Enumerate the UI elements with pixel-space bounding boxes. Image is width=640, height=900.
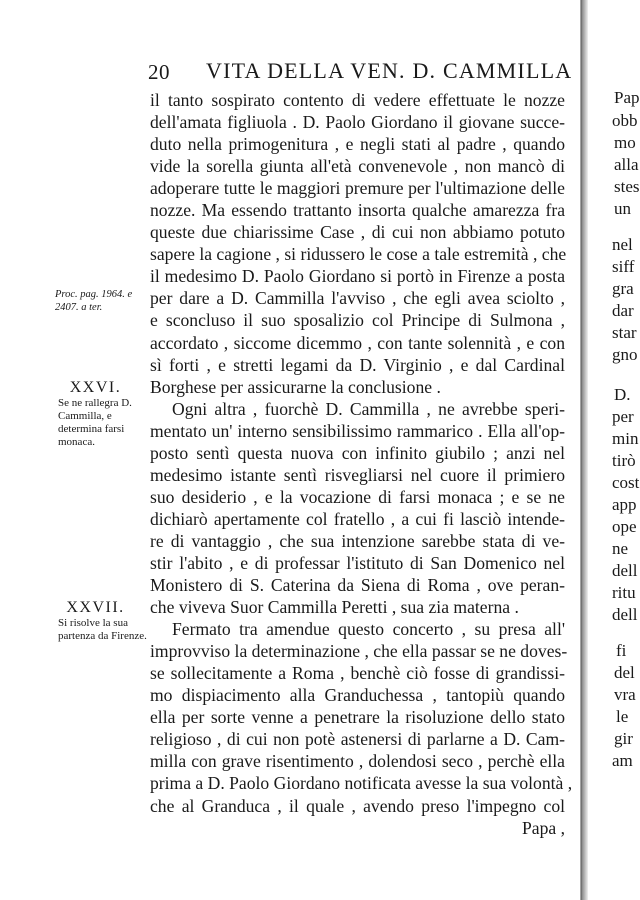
facing-page-fragment: per: [612, 407, 634, 426]
text-line: sapere la cagione , si ridussero le cose a tale estremità , che: [150, 244, 567, 265]
facing-page-fragment: gno: [612, 345, 638, 364]
catchword: Papa ,: [522, 817, 565, 838]
facing-page-fragment: dar: [612, 301, 634, 320]
facing-page-fragment: D.: [614, 385, 631, 404]
text-line: queste due chiarissime Case , di cui non abbiamo potuto: [150, 222, 565, 243]
facing-page-fragment: vra: [614, 685, 636, 704]
facing-page-fragment: del: [614, 663, 635, 682]
text-line: dichiarò apertamente col fratello , a cui fi lasciò intende-: [150, 508, 565, 529]
running-head: [148, 58, 573, 88]
text-line: accordato , siccome dicemmo , con tante solennità , e con: [150, 332, 565, 353]
text-line: ella per sorte venne a penetrare la risoluzione dello stato: [150, 707, 565, 728]
text-line: mo dispiacimento alla Granduchessa , tantopiù quando: [150, 685, 565, 706]
facing-page-fragment: alla: [614, 155, 639, 174]
facing-page-fragment: mo: [614, 133, 636, 152]
text-line: il tanto sospirato contento di vedere effettuate le nozze: [150, 90, 565, 110]
text-line: sì forti , e stretti legami da D. Virginio , e dal Cardinal: [150, 354, 565, 375]
facing-page-fragment: siff: [612, 257, 635, 276]
marginal-note-text: Se ne rallegra D. Cammilla, e determina farsi monaca.: [58, 397, 132, 448]
facing-page-fragment: app: [612, 495, 637, 514]
text-line: e sconcluso il suo sposalizio col Principe di Sulmona ,: [150, 310, 565, 331]
facing-page-fragment: dell: [612, 605, 638, 624]
text-line: adoperare tutte le maggiori premure per l'ultimazione delle: [150, 178, 565, 199]
facing-page-fragment: ope: [612, 517, 637, 536]
facing-page-fragment: gir: [614, 729, 633, 748]
text-line: che viveva Suor Cammilla Peretti , sua zia materna .: [150, 597, 519, 618]
text-line: improvviso la determinazione , che ella passar se ne doves-: [150, 641, 568, 662]
main-text-block: [150, 89, 573, 839]
text-line: religioso , di cui non potè astenersi di parlarne a D. Cam-: [150, 729, 565, 750]
marginal-note-numeral: XXVII.: [66, 599, 125, 616]
facing-page-fragment: tirò: [612, 451, 636, 470]
text-line: suo desiderio , e la vocazione di farsi monaca ; e se ne: [150, 486, 565, 507]
paragraph-start-line: Ogni altra , fuorchè D. Cammilla , ne avrebbe speri-: [172, 398, 565, 419]
text-line: se sollecitamente a Roma , benchè ciò fosse di grandissi-: [150, 663, 565, 684]
facing-page-fragment: cost: [612, 473, 640, 492]
paragraph-start-line: Fermato tra amendue questo concerto , su presa all': [172, 619, 565, 640]
facing-page-fragment: gra: [612, 279, 634, 298]
facing-page-fragment: star: [612, 323, 637, 342]
facing-page-fragment: un: [614, 199, 631, 218]
facing-page-fragment: am: [612, 751, 633, 770]
marginal-note: [52, 598, 147, 643]
text-line: che al Granduca , il quale , avendo preso l'impegno col: [150, 795, 565, 816]
facing-page-fragment: obb: [612, 111, 638, 130]
marginal-note-numeral: XXVI.: [69, 379, 122, 396]
text-line: Monistero di S. Caterina da Siena di Roma , ove peran-: [150, 575, 565, 596]
facing-page-fragment: min: [612, 429, 639, 448]
facing-page-fragment: ritu: [612, 583, 636, 602]
text-line: mentato un' interno sensibilissimo rammarico . Ella all'op-: [150, 420, 565, 441]
facing-page-fragment: fi: [616, 641, 627, 660]
text-line: posto sentì questa nuova con infinito giubilo ; anzi nel: [150, 442, 565, 463]
text-line: milla con grave risentimento , dolendosi seco , perchè ella: [150, 751, 565, 772]
text-line: duto nella primogenitura , e negli stati al padre , quando: [150, 134, 565, 155]
text-line: medesimo istante sentì risvegliarsi nel cuore il primiero: [150, 464, 565, 485]
text-line: vide la sorella giunta all'età convenevole , non mancò di: [150, 156, 565, 177]
text-line: Borghese per assicurarne la conclusione .: [150, 376, 441, 397]
text-line: re di vantaggio , che sua intenzione sarebbe stata di ve-: [150, 530, 565, 551]
text-line: nozze. Ma essendo trattanto insorta qualche amarezza fra: [150, 200, 565, 221]
text-line: stir l'abito , e di professar l'istituto di San Domenico nel: [150, 552, 565, 573]
facing-page-fragment: Pap: [614, 88, 640, 107]
text-line: il medesimo D. Paolo Giordano si portò in Firenze a posta: [150, 266, 565, 287]
margin-reference: Proc. pag. 1964. e 2407. a ter.: [55, 289, 133, 313]
text-line: dell'amata figliuola . D. Paolo Giordano il giovane succe-: [150, 112, 565, 133]
facing-page-fragment: dell: [612, 561, 638, 580]
running-title: VITA DELLA VEN. D. CAMMILLA: [206, 58, 573, 83]
marginal-note-text: Si risolve la sua partenza da Firenze.: [58, 617, 147, 642]
facing-page-fragment: ne: [612, 539, 629, 558]
facing-page: [589, 0, 640, 900]
facing-page-fragment: le: [616, 707, 629, 726]
gutter-shadow: [582, 0, 588, 900]
facing-page-fragment: stes: [614, 177, 640, 196]
page-number: 20: [148, 60, 170, 84]
text-line: prima a D. Paolo Giordano notificata avesse la sua volontà ,: [150, 773, 573, 794]
facing-page-fragment: nel: [612, 235, 633, 254]
text-line: per dare a D. Cammilla l'avviso , che egli avea sciolto ,: [150, 288, 565, 309]
marginal-note: [52, 378, 147, 449]
